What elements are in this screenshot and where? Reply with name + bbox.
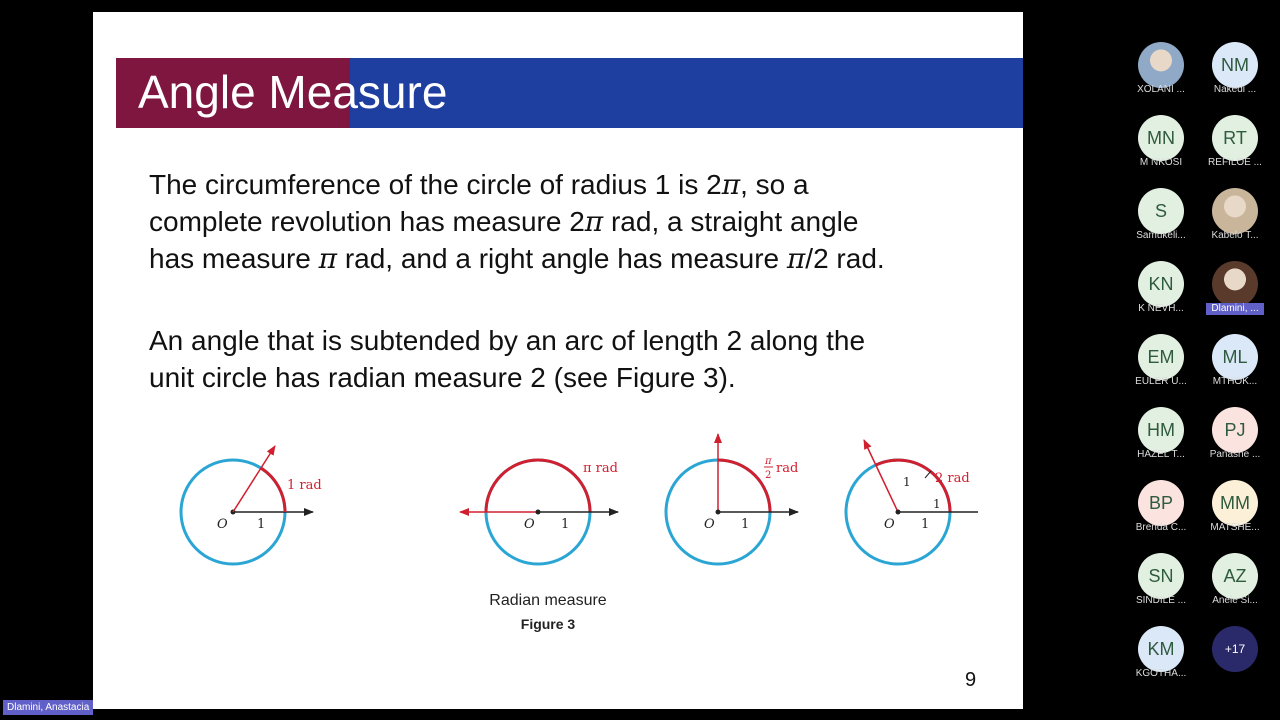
avatar: MM (1212, 480, 1258, 526)
page-number: 9 (965, 669, 977, 691)
participant-name: Samukeli... (1136, 230, 1186, 241)
segment-2-label: 1 (933, 497, 941, 511)
participant-name: M NKOSI (1139, 157, 1183, 168)
participant-tile[interactable] (1122, 405, 1200, 469)
participant-name: XOLANI ... (1137, 84, 1185, 95)
participant-tile[interactable] (1196, 259, 1274, 323)
avatar-photo (1212, 261, 1258, 307)
participant-tile[interactable] (1122, 624, 1200, 688)
participant-tile[interactable] (1196, 551, 1274, 615)
avatar-photo (1138, 42, 1184, 88)
pi-symbol: π (318, 242, 338, 275)
origin-dot (536, 510, 541, 515)
participant-tile[interactable] (1122, 332, 1200, 396)
rad-label: rad (776, 461, 799, 476)
slide-title: Angle Measure (138, 66, 448, 118)
participant-tile[interactable] (1196, 113, 1274, 177)
one-label: 1 (561, 517, 570, 532)
participant-name: HAZEL T... (1137, 449, 1185, 460)
diagram-1-rad (181, 446, 322, 564)
participant-name: Anele Si... (1212, 595, 1258, 606)
avatar: PJ (1212, 407, 1258, 453)
ray-arrow (233, 446, 275, 512)
p1-text: /2 rad. (805, 243, 885, 274)
origin-label: O (217, 517, 228, 532)
participant-tile[interactable] (1122, 551, 1200, 615)
p2-line: unit circle has radian measure 2 (see Figure 3). (149, 362, 736, 393)
participant-tile[interactable] (1122, 40, 1200, 104)
participant-name: K NEVH... (1138, 303, 1184, 314)
participant-name: Brenda C... (1135, 522, 1187, 533)
participant-name: SINDILE ... (1135, 595, 1186, 606)
one-label: 1 (921, 517, 930, 532)
participant-name: KGOTHA... (1135, 668, 1187, 679)
arc-half-pi (718, 460, 770, 512)
origin-dot (896, 510, 901, 515)
participant-name: EULER U... (1135, 376, 1187, 387)
participant-tile[interactable] (1196, 405, 1274, 469)
avatar: BP (1138, 480, 1184, 526)
participant-name: MTHOK... (1212, 376, 1258, 387)
avatar: HM (1138, 407, 1184, 453)
pi-symbol: π (721, 168, 741, 201)
p1-text: rad, a straight angle (603, 206, 859, 237)
participant-name: Kabelo T... (1211, 230, 1259, 241)
pi-over-2-num: π (765, 456, 772, 467)
pi-symbol: π (584, 205, 604, 238)
participant-name: REFILOE ... (1208, 157, 1262, 168)
paragraph-circumference (149, 166, 989, 277)
ray-arrow (864, 440, 898, 512)
p1-text: complete revolution has measure 2 (149, 206, 585, 237)
participant-tile[interactable] (1122, 186, 1200, 250)
avatar: KN (1138, 261, 1184, 307)
presentation-slide (93, 12, 1023, 709)
participant-name: MATSHE... (1210, 522, 1260, 533)
diagram-half-pi-rad (666, 434, 798, 564)
self-name-label: Dlamini, Anastacia (3, 700, 93, 715)
arc-tick (925, 471, 931, 478)
p1-text: has measure (149, 243, 319, 274)
participant-tile[interactable] (1196, 40, 1274, 104)
p1-text: , so a (740, 169, 809, 200)
avatar: RT (1212, 115, 1258, 161)
avatar: S (1138, 188, 1184, 234)
one-rad-label: 1 rad (287, 478, 322, 493)
one-label: 1 (257, 517, 266, 532)
radian-measure-figure (163, 430, 970, 590)
participant-name: Panashe ... (1209, 449, 1261, 460)
participant-tile[interactable] (1196, 186, 1274, 250)
participant-tile[interactable] (1122, 478, 1200, 542)
avatar: KM (1138, 626, 1184, 672)
participants-panel (1120, 40, 1280, 700)
avatar-photo (1212, 188, 1258, 234)
pi-rad-label: π rad (583, 461, 618, 476)
two-rad-label: 2 rad (935, 471, 970, 486)
participant-tile[interactable] (1122, 259, 1200, 323)
diagram-pi-rad (460, 460, 618, 564)
avatar: EM (1138, 334, 1184, 380)
figure-caption: Radian measure (489, 592, 607, 609)
participant-tile[interactable] (1196, 478, 1274, 542)
more-participants-button[interactable]: +17 (1212, 626, 1258, 672)
avatar: AZ (1212, 553, 1258, 599)
participant-name: Dlamini, ... (1206, 303, 1264, 315)
origin-label: O (704, 517, 715, 532)
avatar: NM (1212, 42, 1258, 88)
p1-text: The circumference of the circle of radius 1 is 2 (149, 169, 722, 200)
origin-dot (716, 510, 721, 515)
diagram-2-rad (846, 440, 978, 564)
arc-pi (486, 460, 590, 512)
title-bar (116, 58, 1023, 128)
pi-symbol: π (786, 242, 806, 275)
figure-label: Figure 3 (520, 616, 576, 632)
paragraph-subtended (149, 322, 989, 396)
avatar: SN (1138, 553, 1184, 599)
pi-over-2-den: 2 (765, 470, 772, 481)
p2-line: An angle that is subtended by an arc of length 2 along the (149, 325, 866, 356)
one-label: 1 (741, 517, 750, 532)
participant-tile[interactable] (1122, 113, 1200, 177)
origin-label: O (884, 517, 895, 532)
segment-1-label: 1 (903, 475, 911, 489)
participant-name: Nakedi ... (1213, 84, 1257, 95)
p1-text: rad, and a right angle has measure (337, 243, 787, 274)
origin-label: O (524, 517, 535, 532)
avatar: ML (1212, 334, 1258, 380)
participant-tile[interactable] (1196, 332, 1274, 396)
avatar: MN (1138, 115, 1184, 161)
arc-1 (261, 468, 285, 512)
